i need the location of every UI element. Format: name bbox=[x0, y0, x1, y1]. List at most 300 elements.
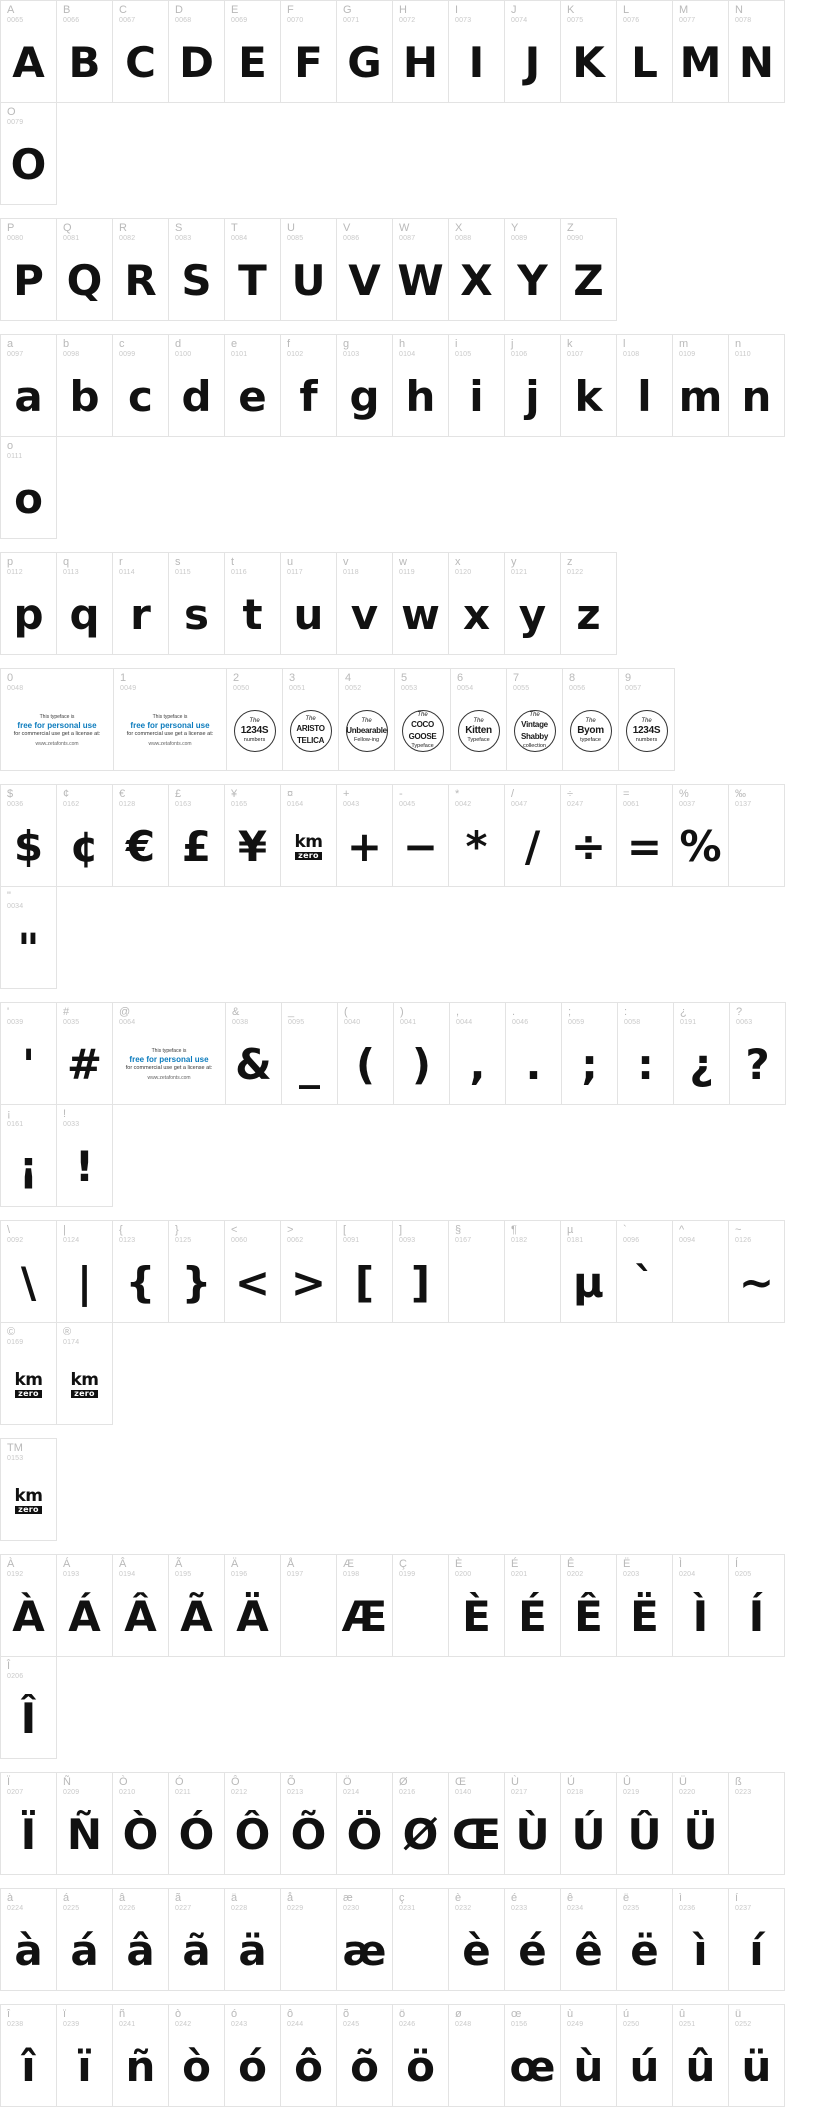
glyph-preview: Ò bbox=[122, 1809, 159, 1859]
glyph-cell[interactable] bbox=[224, 0, 281, 103]
glyph-preview: Û bbox=[627, 1809, 662, 1859]
glyph-cell[interactable] bbox=[561, 1002, 618, 1105]
glyph-preview: ù bbox=[573, 2041, 604, 2091]
glyph-preview: ; bbox=[581, 1039, 598, 1089]
glyph-cell[interactable] bbox=[112, 1220, 169, 1323]
glyph-cell[interactable] bbox=[728, 1554, 785, 1657]
glyph-code-label: 0073 bbox=[455, 17, 472, 24]
glyph-code-label: 0041 bbox=[400, 1019, 417, 1026]
glyph-cell[interactable] bbox=[448, 218, 505, 321]
glyph-cell[interactable] bbox=[392, 552, 449, 655]
glyph-cell[interactable] bbox=[0, 1772, 57, 1875]
glyph-cell[interactable] bbox=[616, 1888, 673, 1991]
glyph-cell[interactable] bbox=[112, 784, 169, 887]
glyph-char-label: y bbox=[511, 556, 517, 568]
glyph-cell[interactable] bbox=[56, 1104, 113, 1207]
glyph-char-label: + bbox=[343, 788, 350, 800]
glyph-cell[interactable] bbox=[728, 1888, 785, 1991]
glyph-cell[interactable] bbox=[392, 1772, 449, 1875]
glyph-cell[interactable] bbox=[282, 668, 339, 771]
glyph-preview: , bbox=[469, 1039, 486, 1089]
glyph-cell[interactable] bbox=[0, 1002, 57, 1105]
glyph-code-label: 0051 bbox=[289, 685, 306, 692]
glyph-cell[interactable] bbox=[280, 1554, 337, 1657]
glyph-code-label: 0199 bbox=[399, 1571, 416, 1578]
glyph-cell[interactable] bbox=[56, 218, 113, 321]
glyph-cell[interactable] bbox=[448, 0, 505, 103]
glyph-code-label: 0040 bbox=[344, 1019, 361, 1026]
glyph-cell[interactable] bbox=[392, 1888, 449, 1991]
glyph-cell[interactable] bbox=[392, 2004, 449, 2107]
glyph-cell[interactable] bbox=[616, 1772, 673, 1875]
glyph-cell[interactable] bbox=[560, 1772, 617, 1875]
glyph-cell[interactable] bbox=[560, 784, 617, 887]
glyph-cell[interactable] bbox=[280, 1220, 337, 1323]
glyph-char-label: | bbox=[63, 1224, 66, 1236]
glyph-cell[interactable] bbox=[0, 102, 57, 205]
glyph-cell[interactable] bbox=[616, 2004, 673, 2107]
glyph-code-label: 0232 bbox=[455, 1905, 472, 1912]
glyph-cell[interactable] bbox=[56, 784, 113, 887]
glyph-cell[interactable] bbox=[168, 218, 225, 321]
glyph-char-label: ó bbox=[231, 2008, 238, 2020]
glyph-preview: s bbox=[184, 589, 209, 639]
glyph-cell[interactable] bbox=[616, 1220, 673, 1323]
glyph-cell[interactable] bbox=[112, 334, 169, 437]
glyph-cell[interactable] bbox=[560, 218, 617, 321]
glyph-cell[interactable] bbox=[504, 334, 561, 437]
glyph-code-label: 0117 bbox=[287, 569, 303, 576]
glyph-cell[interactable] bbox=[56, 334, 113, 437]
glyph-char-label: ] bbox=[399, 1224, 403, 1236]
glyph-preview: % bbox=[679, 821, 722, 871]
glyph-cell[interactable] bbox=[336, 1772, 393, 1875]
glyph-cell[interactable] bbox=[448, 1888, 505, 1991]
glyph-cell[interactable] bbox=[504, 218, 561, 321]
glyph-cell[interactable] bbox=[672, 1554, 729, 1657]
glyph-code-label: 0235 bbox=[623, 1905, 640, 1912]
glyph-cell[interactable] bbox=[0, 1888, 57, 1991]
glyph-cell[interactable] bbox=[560, 0, 617, 103]
glyph-code-label: 0165 bbox=[231, 801, 248, 808]
glyph-char-label: z bbox=[567, 556, 573, 568]
glyph-cell[interactable] bbox=[337, 1002, 394, 1105]
glyph-cell[interactable] bbox=[560, 334, 617, 437]
glyph-cell[interactable] bbox=[224, 1554, 281, 1657]
glyph-cell[interactable] bbox=[0, 2004, 57, 2107]
glyph-block-accented-upper-2 bbox=[0, 1772, 827, 1874]
glyph-cell[interactable] bbox=[336, 784, 393, 887]
glyph-preview: Ñ bbox=[66, 1809, 103, 1859]
glyph-code-label: 0063 bbox=[736, 1019, 753, 1026]
glyph-cell[interactable] bbox=[0, 784, 57, 887]
glyph-cell[interactable] bbox=[168, 2004, 225, 2107]
glyph-cell[interactable] bbox=[616, 334, 673, 437]
glyph-preview: ö bbox=[406, 2041, 435, 2091]
glyph-cell[interactable] bbox=[0, 0, 57, 103]
glyph-cell[interactable] bbox=[56, 1220, 113, 1323]
glyph-char-label: H bbox=[399, 4, 407, 16]
glyph-preview: ? bbox=[745, 1039, 770, 1089]
glyph-cell[interactable] bbox=[448, 784, 505, 887]
glyph-cell[interactable] bbox=[224, 784, 281, 887]
glyph-cell[interactable] bbox=[448, 1772, 505, 1875]
promo-line-1: This typeface is bbox=[151, 1047, 187, 1054]
glyph-cell[interactable] bbox=[226, 668, 283, 771]
glyph-preview: Ê bbox=[574, 1591, 603, 1641]
glyph-cell[interactable] bbox=[672, 1888, 729, 1991]
glyph-cell[interactable] bbox=[394, 668, 451, 771]
glyph-cell[interactable] bbox=[336, 2004, 393, 2107]
glyph-cell[interactable] bbox=[560, 1220, 617, 1323]
glyph-cell[interactable] bbox=[113, 668, 227, 771]
glyph-cell[interactable] bbox=[672, 2004, 729, 2107]
glyph-cell[interactable] bbox=[281, 1002, 338, 1105]
glyph-cell[interactable] bbox=[392, 334, 449, 437]
glyph-cell[interactable] bbox=[616, 784, 673, 887]
glyph-cell[interactable] bbox=[449, 1002, 506, 1105]
glyph-preview: > bbox=[290, 1257, 327, 1307]
glyph-code-label: 0060 bbox=[231, 1237, 248, 1244]
glyph-cell[interactable] bbox=[450, 668, 507, 771]
glyph-cell[interactable] bbox=[224, 1888, 281, 1991]
glyph-preview: A bbox=[12, 37, 45, 87]
glyph-preview bbox=[729, 811, 784, 882]
glyph-cell[interactable] bbox=[728, 1772, 785, 1875]
glyph-cell[interactable] bbox=[560, 2004, 617, 2107]
glyph-cell[interactable] bbox=[336, 334, 393, 437]
glyph-cell[interactable] bbox=[168, 1888, 225, 1991]
glyph-cell[interactable] bbox=[392, 784, 449, 887]
glyph-char-label: É bbox=[511, 1558, 519, 1570]
glyph-cell[interactable] bbox=[728, 0, 785, 103]
glyph-cell[interactable] bbox=[224, 1220, 281, 1323]
glyph-cell[interactable] bbox=[280, 334, 337, 437]
glyph-cell[interactable] bbox=[504, 1220, 561, 1323]
glyph-cell[interactable] bbox=[0, 668, 114, 771]
glyph-preview: è bbox=[462, 1925, 491, 1975]
glyph-cell[interactable] bbox=[0, 1554, 57, 1657]
glyph-code-label: 0128 bbox=[119, 801, 136, 808]
glyph-cell[interactable] bbox=[616, 1554, 673, 1657]
glyph-cell[interactable] bbox=[448, 2004, 505, 2107]
glyph-code-label: 0091 bbox=[343, 1237, 360, 1244]
glyph-cell[interactable] bbox=[338, 668, 395, 771]
glyph-cell[interactable] bbox=[0, 886, 57, 989]
glyph-cell[interactable] bbox=[280, 784, 337, 887]
glyph-char-label: v bbox=[343, 556, 349, 568]
promo-line-2: free for personal use bbox=[130, 720, 210, 730]
badge-ring bbox=[346, 710, 388, 752]
glyph-cell[interactable] bbox=[168, 334, 225, 437]
glyph-cell[interactable] bbox=[56, 552, 113, 655]
glyph-cell[interactable] bbox=[672, 334, 729, 437]
glyph-char-label: ï bbox=[63, 2008, 67, 2020]
glyph-cell[interactable] bbox=[56, 1888, 113, 1991]
glyph-cell[interactable] bbox=[56, 1002, 113, 1105]
glyph-code-label: 0075 bbox=[567, 17, 584, 24]
glyph-cell[interactable] bbox=[562, 668, 619, 771]
glyph-code-label: 0234 bbox=[567, 1905, 584, 1912]
glyph-block-symbols-2 bbox=[0, 1002, 827, 1206]
glyph-cell[interactable] bbox=[729, 1002, 786, 1105]
glyph-char-label: b bbox=[63, 338, 70, 350]
glyph-cell[interactable] bbox=[393, 1002, 450, 1105]
glyph-cell[interactable] bbox=[112, 0, 169, 103]
glyph-preview: Æ bbox=[341, 1591, 388, 1641]
glyph-preview: õ bbox=[350, 2041, 379, 2091]
glyph-cell[interactable] bbox=[225, 1002, 282, 1105]
glyph-char-label: w bbox=[399, 556, 407, 568]
glyph-char-label: q bbox=[63, 556, 70, 568]
glyph-preview: L bbox=[631, 37, 658, 87]
glyph-cell[interactable] bbox=[336, 218, 393, 321]
glyph-cell[interactable] bbox=[0, 1438, 57, 1541]
glyph-cell[interactable] bbox=[168, 1554, 225, 1657]
glyph-preview: Œ bbox=[451, 1809, 501, 1859]
glyph-code-label: 0122 bbox=[567, 569, 584, 576]
license-promo-notice bbox=[5, 699, 109, 762]
glyph-preview bbox=[449, 2031, 504, 2102]
glyph-code-label: 0062 bbox=[287, 1237, 304, 1244]
glyph-cell[interactable] bbox=[504, 1772, 561, 1875]
glyph-cell[interactable] bbox=[112, 1554, 169, 1657]
glyph-cell[interactable] bbox=[672, 0, 729, 103]
glyph-preview: î bbox=[21, 2041, 36, 2091]
glyph-code-label: 0087 bbox=[399, 235, 416, 242]
glyph-preview: j bbox=[525, 371, 540, 421]
glyph-cell[interactable] bbox=[0, 1220, 57, 1323]
glyph-cell[interactable] bbox=[280, 218, 337, 321]
glyph-cell[interactable] bbox=[0, 334, 57, 437]
glyph-char-label: r bbox=[119, 556, 123, 568]
glyph-cell[interactable] bbox=[0, 552, 57, 655]
glyph-cell[interactable] bbox=[728, 2004, 785, 2107]
badge-ring bbox=[570, 710, 612, 752]
glyph-cell[interactable] bbox=[0, 1104, 57, 1207]
km-zero-logo-glyph bbox=[281, 811, 336, 882]
glyph-cell[interactable] bbox=[56, 1322, 113, 1425]
glyph-preview: $ bbox=[13, 821, 44, 871]
glyph-cell[interactable] bbox=[0, 218, 57, 321]
glyph-cell[interactable] bbox=[617, 1002, 674, 1105]
glyph-code-label: 0072 bbox=[399, 17, 416, 24]
glyph-char-label: D bbox=[175, 4, 183, 16]
glyph-char-label: A bbox=[7, 4, 15, 16]
km-zero-bottom: zero bbox=[15, 1390, 42, 1398]
glyph-code-label: 0242 bbox=[175, 2021, 192, 2028]
glyph-cell[interactable] bbox=[112, 218, 169, 321]
glyph-preview: k bbox=[574, 371, 603, 421]
glyph-char-label: V bbox=[343, 222, 351, 234]
glyph-cell[interactable] bbox=[392, 1220, 449, 1323]
glyph-cell[interactable] bbox=[336, 552, 393, 655]
glyph-char-label: À bbox=[7, 1558, 15, 1570]
glyph-char-label: B bbox=[63, 4, 71, 16]
glyph-preview: Ã bbox=[180, 1591, 213, 1641]
glyph-preview: W bbox=[397, 255, 444, 305]
glyph-code-label: 0233 bbox=[511, 1905, 528, 1912]
glyph-cell[interactable] bbox=[392, 1554, 449, 1657]
glyph-char-label: % bbox=[679, 788, 689, 800]
glyph-code-label: 0095 bbox=[288, 1019, 305, 1026]
glyph-code-label: 0037 bbox=[679, 801, 696, 808]
glyph-cell[interactable] bbox=[56, 1554, 113, 1657]
glyph-cell[interactable] bbox=[448, 1220, 505, 1323]
glyph-cell[interactable] bbox=[168, 1220, 225, 1323]
glyph-preview: H bbox=[402, 37, 439, 87]
glyph-cell[interactable] bbox=[336, 0, 393, 103]
glyph-code-label: 0109 bbox=[679, 351, 696, 358]
glyph-char-label: á bbox=[63, 1892, 70, 1904]
glyph-cell[interactable] bbox=[336, 1220, 393, 1323]
glyph-code-label: 0042 bbox=[455, 801, 472, 808]
glyph-char-label: 2 bbox=[233, 672, 240, 684]
glyph-preview: ò bbox=[182, 2041, 211, 2091]
glyph-cell[interactable] bbox=[560, 552, 617, 655]
glyph-cell[interactable] bbox=[112, 1772, 169, 1875]
glyph-cell[interactable] bbox=[112, 1888, 169, 1991]
glyph-preview: u bbox=[293, 589, 324, 639]
glyph-cell[interactable] bbox=[224, 334, 281, 437]
glyph-cell[interactable] bbox=[616, 0, 673, 103]
glyph-char-label: 7 bbox=[513, 672, 520, 684]
glyph-code-label: 0046 bbox=[512, 1019, 529, 1026]
glyph-cell[interactable] bbox=[0, 436, 57, 539]
glyph-char-label: R bbox=[119, 222, 127, 234]
glyph-preview: Ë bbox=[630, 1591, 659, 1641]
glyph-cell[interactable] bbox=[506, 668, 563, 771]
glyph-char-label: o bbox=[7, 440, 14, 452]
glyph-cell[interactable] bbox=[504, 1888, 561, 1991]
glyph-cell[interactable] bbox=[224, 218, 281, 321]
glyph-preview: È bbox=[462, 1591, 491, 1641]
glyph-char-label: Á bbox=[63, 1558, 71, 1570]
glyph-cell[interactable] bbox=[618, 668, 675, 771]
glyph-code-label: 0212 bbox=[231, 1789, 248, 1796]
glyph-cell[interactable] bbox=[504, 0, 561, 103]
glyph-char-label: } bbox=[175, 1224, 179, 1236]
glyph-preview: G bbox=[347, 37, 382, 87]
km-zero-top: km bbox=[14, 1485, 43, 1506]
glyph-preview: o bbox=[14, 473, 43, 523]
glyph-cell[interactable] bbox=[0, 1322, 57, 1425]
glyph-cell[interactable] bbox=[672, 1220, 729, 1323]
glyph-code-label: 0200 bbox=[455, 1571, 472, 1578]
glyph-char-label: / bbox=[511, 788, 515, 800]
glyph-char-label: , bbox=[456, 1006, 460, 1018]
glyph-cell[interactable] bbox=[0, 1656, 57, 1759]
badge-sub-text: Typeface bbox=[411, 743, 434, 749]
glyph-code-label: 0074 bbox=[511, 17, 528, 24]
glyph-code-label: 0252 bbox=[735, 2021, 752, 2028]
glyph-cell[interactable] bbox=[504, 1554, 561, 1657]
glyph-char-label: { bbox=[119, 1224, 123, 1236]
glyph-cell[interactable] bbox=[728, 1220, 785, 1323]
glyph-cell[interactable] bbox=[56, 2004, 113, 2107]
promo-line-1: This typeface is bbox=[39, 713, 75, 720]
glyph-char-label: í bbox=[735, 1892, 739, 1904]
glyph-cell[interactable] bbox=[336, 1554, 393, 1657]
glyph-preview: V bbox=[348, 255, 381, 305]
glyph-preview: Ö bbox=[346, 1809, 383, 1859]
glyph-cell[interactable] bbox=[280, 552, 337, 655]
glyph-code-label: 0036 bbox=[7, 801, 24, 808]
glyph-cell[interactable] bbox=[672, 1772, 729, 1875]
glyph-char-label: $ bbox=[7, 788, 14, 800]
glyph-char-label: \ bbox=[7, 1224, 11, 1236]
glyph-code-label: 0162 bbox=[63, 801, 80, 808]
glyph-cell[interactable] bbox=[728, 784, 785, 887]
badge-ring bbox=[234, 710, 276, 752]
glyph-code-label: 0195 bbox=[175, 1571, 192, 1578]
glyph-code-label: 0225 bbox=[63, 1905, 80, 1912]
glyph-cell[interactable] bbox=[448, 552, 505, 655]
glyph-char-label: E bbox=[231, 4, 239, 16]
glyph-char-label: ä bbox=[231, 1892, 238, 1904]
glyph-cell[interactable] bbox=[392, 0, 449, 103]
glyph-preview: é bbox=[518, 1925, 547, 1975]
glyph-cell[interactable] bbox=[112, 552, 169, 655]
glyph-cell[interactable] bbox=[112, 2004, 169, 2107]
glyph-cell[interactable] bbox=[112, 1002, 226, 1105]
badge-top-text: The bbox=[305, 715, 316, 722]
km-zero-logo-glyph bbox=[57, 1349, 112, 1420]
glyph-preview: ã bbox=[182, 1925, 211, 1975]
glyph-cell[interactable] bbox=[168, 1772, 225, 1875]
glyph-cell[interactable] bbox=[504, 2004, 561, 2107]
glyph-code-label: 0229 bbox=[287, 1905, 304, 1912]
glyph-cell[interactable] bbox=[505, 1002, 562, 1105]
glyph-cell[interactable] bbox=[224, 552, 281, 655]
glyph-cell[interactable] bbox=[504, 552, 561, 655]
glyph-char-label: ; bbox=[568, 1006, 572, 1018]
glyph-cell[interactable] bbox=[448, 1554, 505, 1657]
glyph-preview: ü bbox=[741, 2041, 772, 2091]
ornament-badge-glyph bbox=[454, 697, 503, 764]
glyph-cell[interactable] bbox=[672, 784, 729, 887]
glyph-cell[interactable] bbox=[280, 0, 337, 103]
glyph-cell[interactable] bbox=[392, 218, 449, 321]
glyph-cell[interactable] bbox=[336, 1888, 393, 1991]
glyph-cell[interactable] bbox=[280, 1772, 337, 1875]
glyph-cell[interactable] bbox=[56, 0, 113, 103]
glyph-cell[interactable] bbox=[673, 1002, 730, 1105]
glyph-code-label: 0238 bbox=[7, 2021, 24, 2028]
glyph-cell[interactable] bbox=[168, 784, 225, 887]
glyph-cell[interactable] bbox=[504, 784, 561, 887]
badge-top-text: The bbox=[473, 718, 484, 724]
glyph-cell[interactable] bbox=[728, 334, 785, 437]
glyph-preview: œ bbox=[509, 2041, 556, 2091]
glyph-cell[interactable] bbox=[560, 1888, 617, 1991]
glyph-cell[interactable] bbox=[168, 0, 225, 103]
glyph-cell[interactable] bbox=[280, 2004, 337, 2107]
glyph-preview: / bbox=[524, 821, 541, 871]
glyph-cell[interactable] bbox=[560, 1554, 617, 1657]
glyph-cell[interactable] bbox=[56, 1772, 113, 1875]
glyph-cell[interactable] bbox=[224, 1772, 281, 1875]
glyph-cell[interactable] bbox=[168, 552, 225, 655]
glyph-preview: Ô bbox=[234, 1809, 271, 1859]
badge-ring bbox=[458, 710, 500, 752]
glyph-code-label: 0099 bbox=[119, 351, 136, 358]
glyph-cell[interactable] bbox=[448, 334, 505, 437]
glyph-cell[interactable] bbox=[224, 2004, 281, 2107]
glyph-code-label: 0223 bbox=[735, 1789, 752, 1796]
glyph-char-label: ¶ bbox=[511, 1224, 517, 1236]
glyph-cell[interactable] bbox=[280, 1888, 337, 1991]
